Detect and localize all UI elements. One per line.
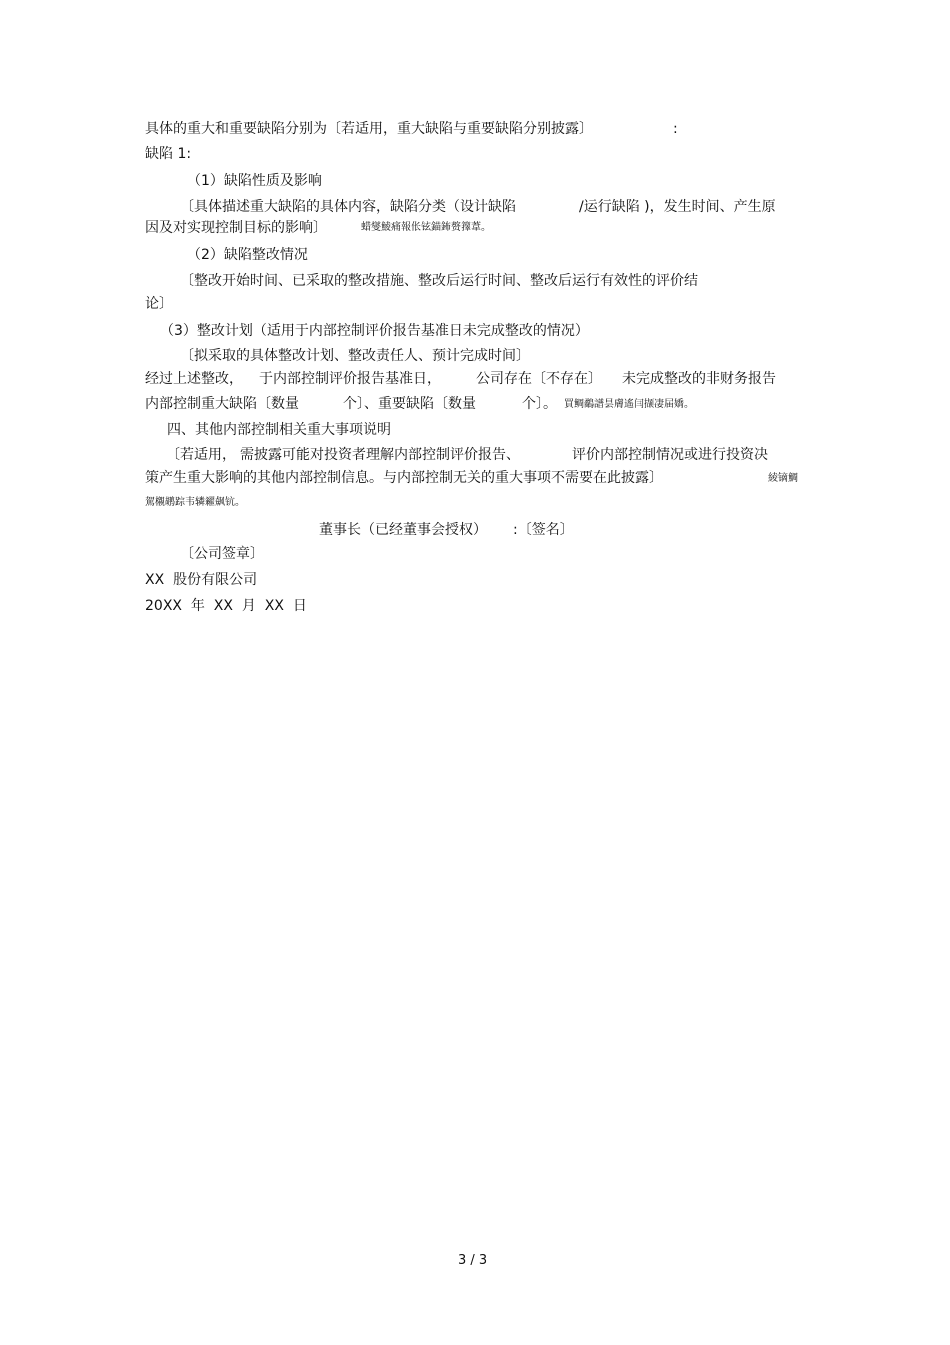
signature-placeholder: :〔签名〕 (513, 522, 574, 538)
line-12b: 个〕、重要缺陷〔数量 (343, 396, 476, 412)
line-4a: 〔具体描述重大缺陷的具体内容，缺陷分类（设计缺陷 (180, 199, 516, 215)
document-date: 20XX 年 XX 月 XX 日 (145, 598, 307, 614)
line-14c: 评价内部控制情况或进行投资决 (572, 447, 768, 463)
line-2: 缺陷 1: (145, 146, 192, 162)
line-15b-garbled: 綾镝鯛 (768, 473, 798, 484)
line-12a: 内部控制重大缺陷〔数量 (145, 396, 299, 412)
line-4b: /运行缺陷 )，发生时间、产生原 (579, 199, 776, 215)
line-15a: 策产生重大影响的其他内部控制信息。与内部控制无关的重大事项不需要在此披露〕 (145, 470, 663, 486)
line-16-garbled: 駕櫬鹕踪韦辚糴飙钪。 (145, 497, 245, 508)
company-name: XX 股份有限公司 (145, 572, 258, 588)
line-5a: 因及对实现控制目标的影响〕 (145, 220, 327, 236)
line-5b-garbled: 蜡燮鯪痛報伥铉錨鈽赘籜葦。 (361, 222, 491, 233)
line-8: 论〕 (145, 296, 173, 312)
line-3: （1）缺陷性质及影响 (187, 173, 322, 189)
signature-label: 董事长（已经董事会授权） (319, 522, 487, 538)
line-1a: 具体的重大和重要缺陷分别为〔若适用，重大缺陷与重要缺陷分别披露〕 (145, 121, 593, 137)
line-11d: 未完成整改的非财务报告 (622, 371, 776, 387)
line-6: （2）缺陷整改情况 (187, 247, 308, 263)
page-number: 3 / 3 (458, 1253, 488, 1268)
line-10: 〔拟采取的具体整改计划、整改责任人、预计完成时间〕 (180, 348, 530, 364)
line-12d-garbled: 買鲷鷸譜昙膚遙闫撷凄届嬌。 (564, 399, 694, 410)
line-11a: 经过上述整改， (145, 371, 243, 387)
line-14b: 需披露可能对投资者理解内部控制评价报告、 (240, 447, 520, 463)
line-12c: 个〕。 (522, 396, 557, 412)
company-seal-placeholder: 〔公司签章〕 (180, 546, 264, 562)
line-11c: 公司存在〔不存在〕 (476, 371, 602, 387)
line-11b: 于内部控制评价报告基准日， (259, 371, 441, 387)
line-9: （3）整改计划（适用于内部控制评价报告基准日未完成整改的情况） (160, 323, 589, 339)
line-14a: 〔若适用， (166, 447, 236, 463)
line-7: 〔整改开始时间、已采取的整改措施、整改后运行时间、整改后运行有效性的评价结 (180, 273, 698, 289)
section-heading: 四、其他内部控制相关重大事项说明 (167, 422, 391, 438)
line-1b: : (673, 121, 678, 137)
